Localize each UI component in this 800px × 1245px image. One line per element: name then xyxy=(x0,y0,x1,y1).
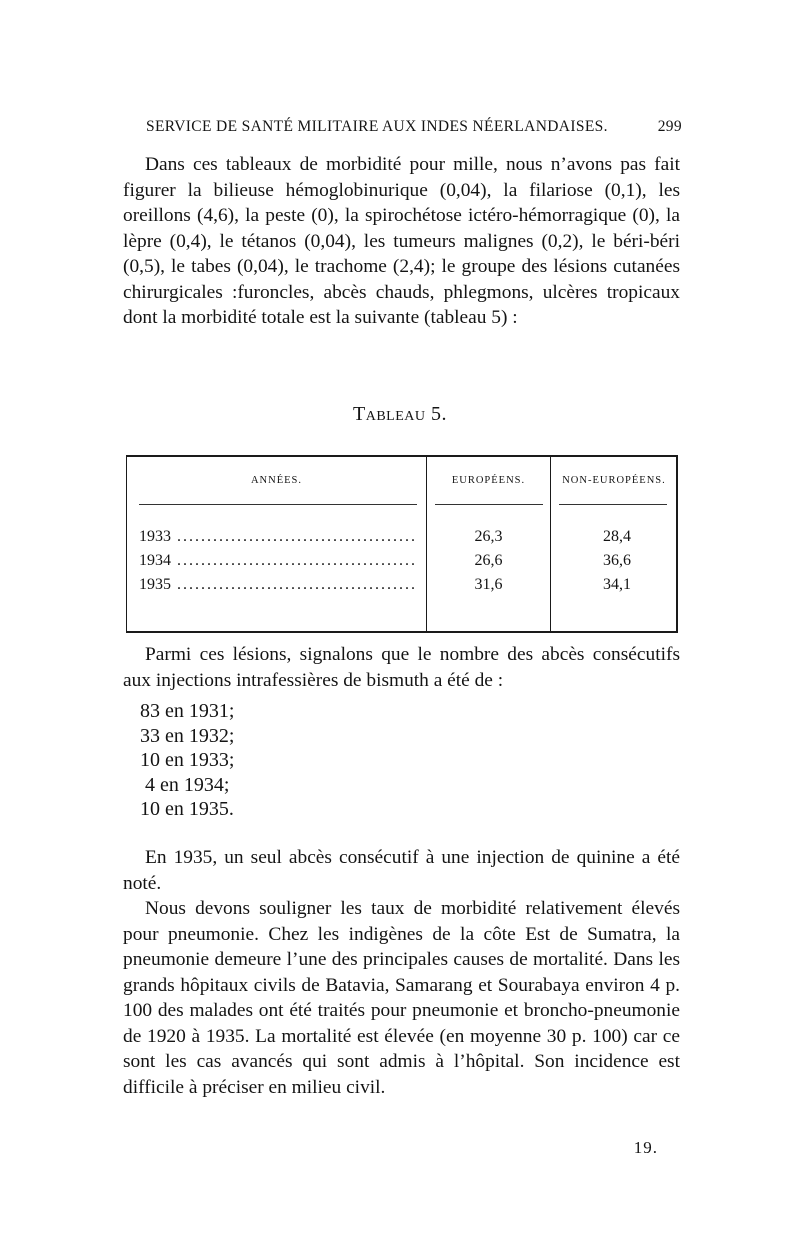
paragraph-pneumonie: Nous devons souligner les taux de morbidité relativement élevés pour pneumonie. Chez les indigènes de la côte Est de Sumatra, la pneumonie demeure l’une des principales causes de mortalité. Dans les grands hôpitaux civils de Batavia, Samarang et Sourabaya environ 4 p. 100 des malades ont été traités pour pneumonie et broncho-pneumonie de 1920 à 1935. La mortalité est élevée (en moyenne 30 p. 100) car ce sont les cas avancés qui sont admis à l’hôpital. Son incidence est difficile à préciser en milieu civil. xyxy=(123,898,680,1098)
running-head xyxy=(146,118,682,136)
table-header-rule xyxy=(559,504,667,505)
table-row xyxy=(127,576,676,598)
abscess-list xyxy=(140,699,234,822)
paragraph-quinine: En 1935, un seul abcès consécutif à une injection de quinine a été noté. xyxy=(123,847,680,894)
table-cell-year: 1934 ..... xyxy=(139,552,417,570)
table-header-rule xyxy=(139,504,417,505)
table-header-rule xyxy=(435,504,543,505)
table-row xyxy=(127,552,676,574)
page-number: 299 xyxy=(657,118,682,135)
list-item: 4 en 1934; xyxy=(140,773,230,796)
table-cell-europeens: 26,6 xyxy=(474,552,503,569)
list-item: 33 en 1932; xyxy=(140,724,235,747)
table-cell-europeens: 26,3 xyxy=(474,528,503,545)
list-item: 10 en 1933; xyxy=(140,749,235,771)
table-cell-europeens: 31,6 xyxy=(474,576,503,593)
table-cell-non-europeens: 36,6 xyxy=(603,552,631,569)
list-item: 10 en 1935. xyxy=(140,798,234,820)
table-cell-year: 1933 ..... xyxy=(139,528,417,546)
table-header-europeens: EUROPÉENS. xyxy=(451,475,526,486)
signature-mark: 19. xyxy=(633,1138,658,1157)
table-title: Tableau 5. xyxy=(353,403,447,425)
morbidity-table xyxy=(126,455,678,633)
table-cell-non-europeens: 34,1 xyxy=(603,576,631,593)
table-row xyxy=(127,528,676,550)
table-cell-year: 1935 ..... xyxy=(139,576,417,594)
table-header-non-europeens: NON-EUROPÉENS. xyxy=(562,475,666,486)
paragraph-lesions: Parmi ces lésions, signalons que le nombre des abcès consécutifs aux injections intrafessières de bismuth a été de : xyxy=(123,644,680,691)
paragraph-intro: Dans ces tableaux de morbidité pour mille, nous n’avons pas fait figurer la bilieuse hémoglobinurique (0,04), la filariose (0,1), les oreillons (4,6), la peste (0), la spirochétose ictéro-hémorragique (0), la lèpre (0,4), le tétanos (0,04), les tumeurs malignes (0,2), le béri-béri (0,5), le tabes (0,04), le trachome (2,4); le groupe des lésions cutanées chirurgicales :furoncles, abcès chauds, phlegmons, ulcères tropicaux dont la morbidité totale est la suivante (tableau 5) : xyxy=(123,154,680,328)
table-header-annees: ANNÉES. xyxy=(250,475,303,486)
table-cell-non-europeens: 28,4 xyxy=(603,528,631,545)
list-item: 83 en 1931; xyxy=(140,700,235,722)
running-head-title: SERVICE DE SANTÉ MILITAIRE AUX INDES NÉERLANDAISES. xyxy=(146,118,608,135)
